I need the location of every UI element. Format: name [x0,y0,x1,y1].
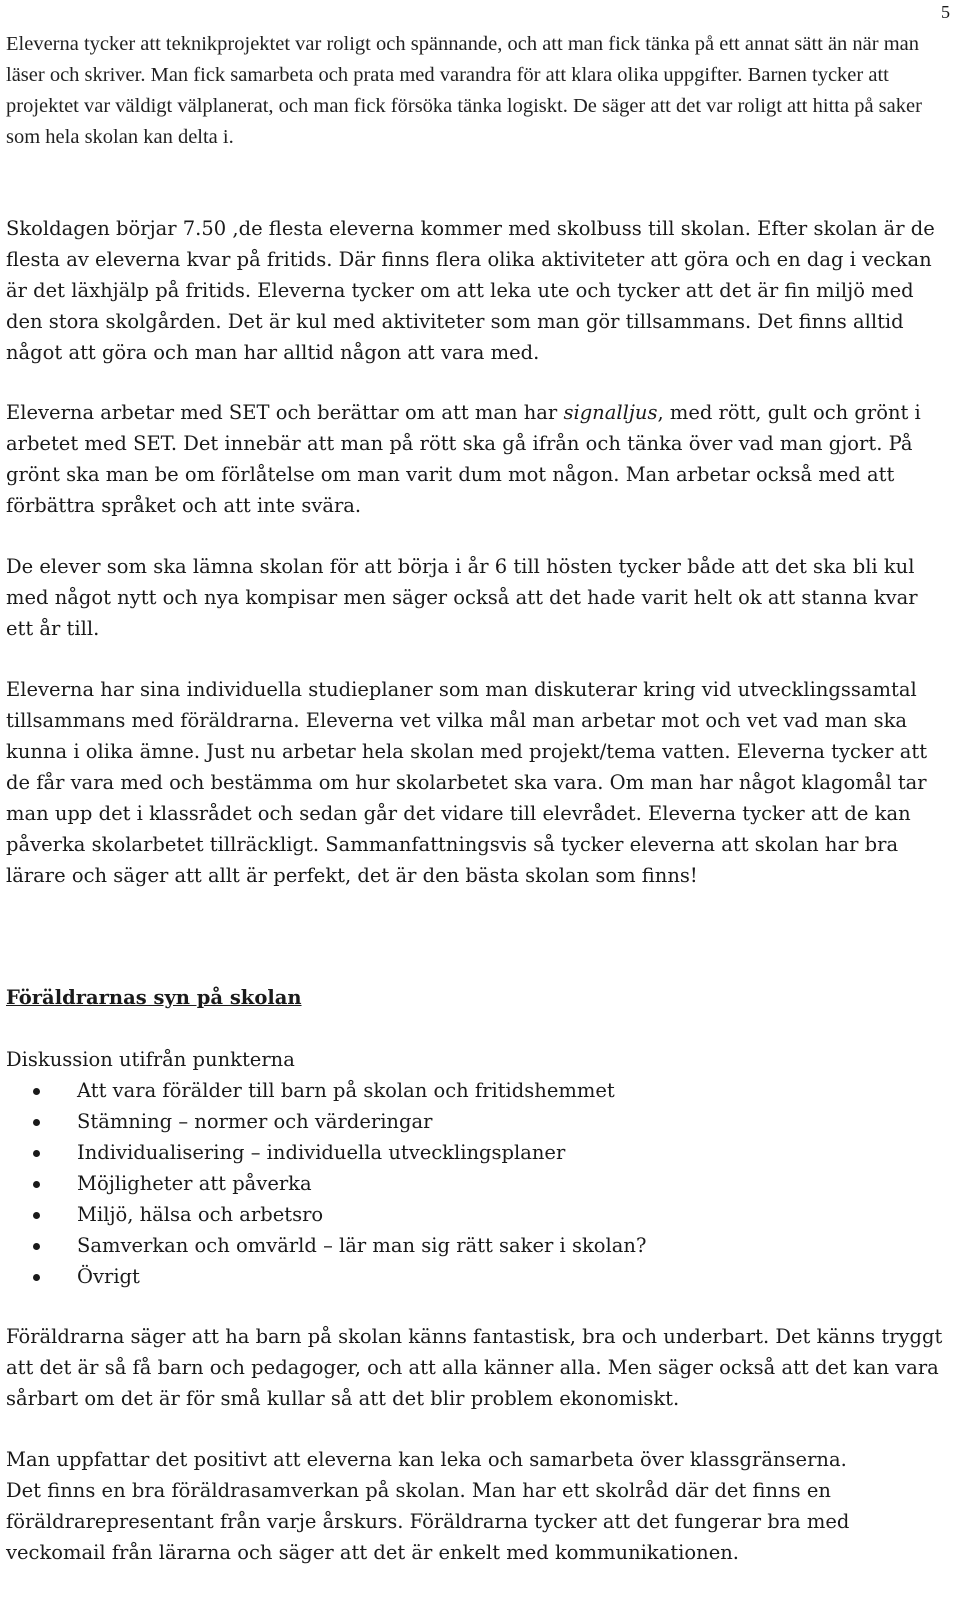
list-item: Möjligheter att påverka [77,1168,646,1199]
list-item: Miljö, hälsa och arbetsro [77,1199,646,1230]
paragraph-parent-cooperation [6,1444,946,1568]
paragraph-text: Eleverna arbetar med SET och berättar om att man har [6,401,564,424]
list-item: Stämning – normer och värderingar [77,1106,646,1137]
paragraph-text: Det finns en bra föräldrasamverkan på skolan. Man har ett skolråd där det finns en föräldrarepresentant från varje årskurs. Föräldrarna tycker att det fungerar bra med veckomail från lärarna och säger att det är enkelt med kommunikationen. [6,1479,850,1564]
list-item: Att vara förälder till barn på skolan och fritidshemmet [77,1075,646,1106]
list-item: Övrigt [77,1261,646,1292]
list-item: Individualisering – individuella utvecklingsplaner [77,1137,646,1168]
paragraph-text: , med rött, gult och grönt i arbetet med SET. Det innebär att man på rött ska gå ifrån och tänka över vad man gjort. På grönt ska man be om förlåtelse om man varit dum mot någon. Man arbetar också med att förbättra språket och att inte svära. [6,401,921,517]
paragraph-leaving-students: De elever som ska lämna skolan för att börja i år 6 till hösten tycker både att det ska bli kul med något nytt och nya kompisar men säger också att det hade varit helt ok att stanna kvar ett år till. [6,555,918,640]
emphasized-term: signalljus [563,401,658,424]
section-intro: Diskussion utifrån punkterna [6,1048,295,1071]
list-item: Samverkan och omvärld – lär man sig rätt saker i skolan? [77,1230,646,1261]
paragraph-line: Man uppfattar det positivt att eleverna kan leka och samarbeta över klassgränserna. [6,1448,847,1471]
paragraph-set-signal-lights [6,397,946,521]
paragraph-parents-opinion: Föräldrarna säger att ha barn på skolan känns fantastisk, bra och underbart. Det känns tryggt att det är så få barn och pedagoger, och att alla känner alla. Men säger också att det kan vara sårbart om det är för små kullar så att det blir problem ekonomiskt. [6,1325,943,1410]
discussion-points-list [6,1075,646,1292]
paragraph-school-day: Skoldagen börjar 7.50 ,de flesta eleverna kommer med skolbuss till skolan. Efter skolan är de flesta av eleverna kvar på fritids. Där finns flera olika aktiviteter att göra och en dag i veckan är det läxhjälp på fritids. Eleverna tycker om att leka ute och tycker att det är fin miljö med den stora skolgården. Det är kul med aktiviteter som man gör tillsammans. Det finns alltid något att göra och man har alltid någon att vara med. [6,217,935,364]
paragraph-study-plans: Eleverna har sina individuella studieplaner som man diskuterar kring vid utvecklingssamtal tillsammans med föräldrarna. Eleverna vet vilka mål man arbetar mot och vet vad man ska kunna i olika ämne. Just nu arbetar hela skolan med projekt/tema vatten. Eleverna tycker att de får vara med och bestämma om hur skolarbetet ska vara. Om man har något klagomål tar man upp det i klassrådet och sedan går det vidare till elevrådet. Eleverna tycker att de kan påverka skolarbetet tillräckligt. Sammanfattningsvis så tycker eleverna att skolan har bra lärare och säger att allt är perfekt, det är den bästa skolan som finns! [6,678,928,887]
section-heading: Föräldrarnas syn på skolan [6,986,302,1009]
paragraph-technology-project: Eleverna tycker att teknikprojektet var roligt och spännande, och att man fick tänka på ett annat sätt än när man läser och skriver. Man fick samarbeta och prata med varandra för att klara olika uppgifter. Barnen tycker att projektet var väldigt välplanerat, och man fick försöka tänka logiskt. De säger att det var roligt att hitta på saker som hela skolan kan delta i. [6,33,922,148]
page-number: 5 [941,2,950,22]
